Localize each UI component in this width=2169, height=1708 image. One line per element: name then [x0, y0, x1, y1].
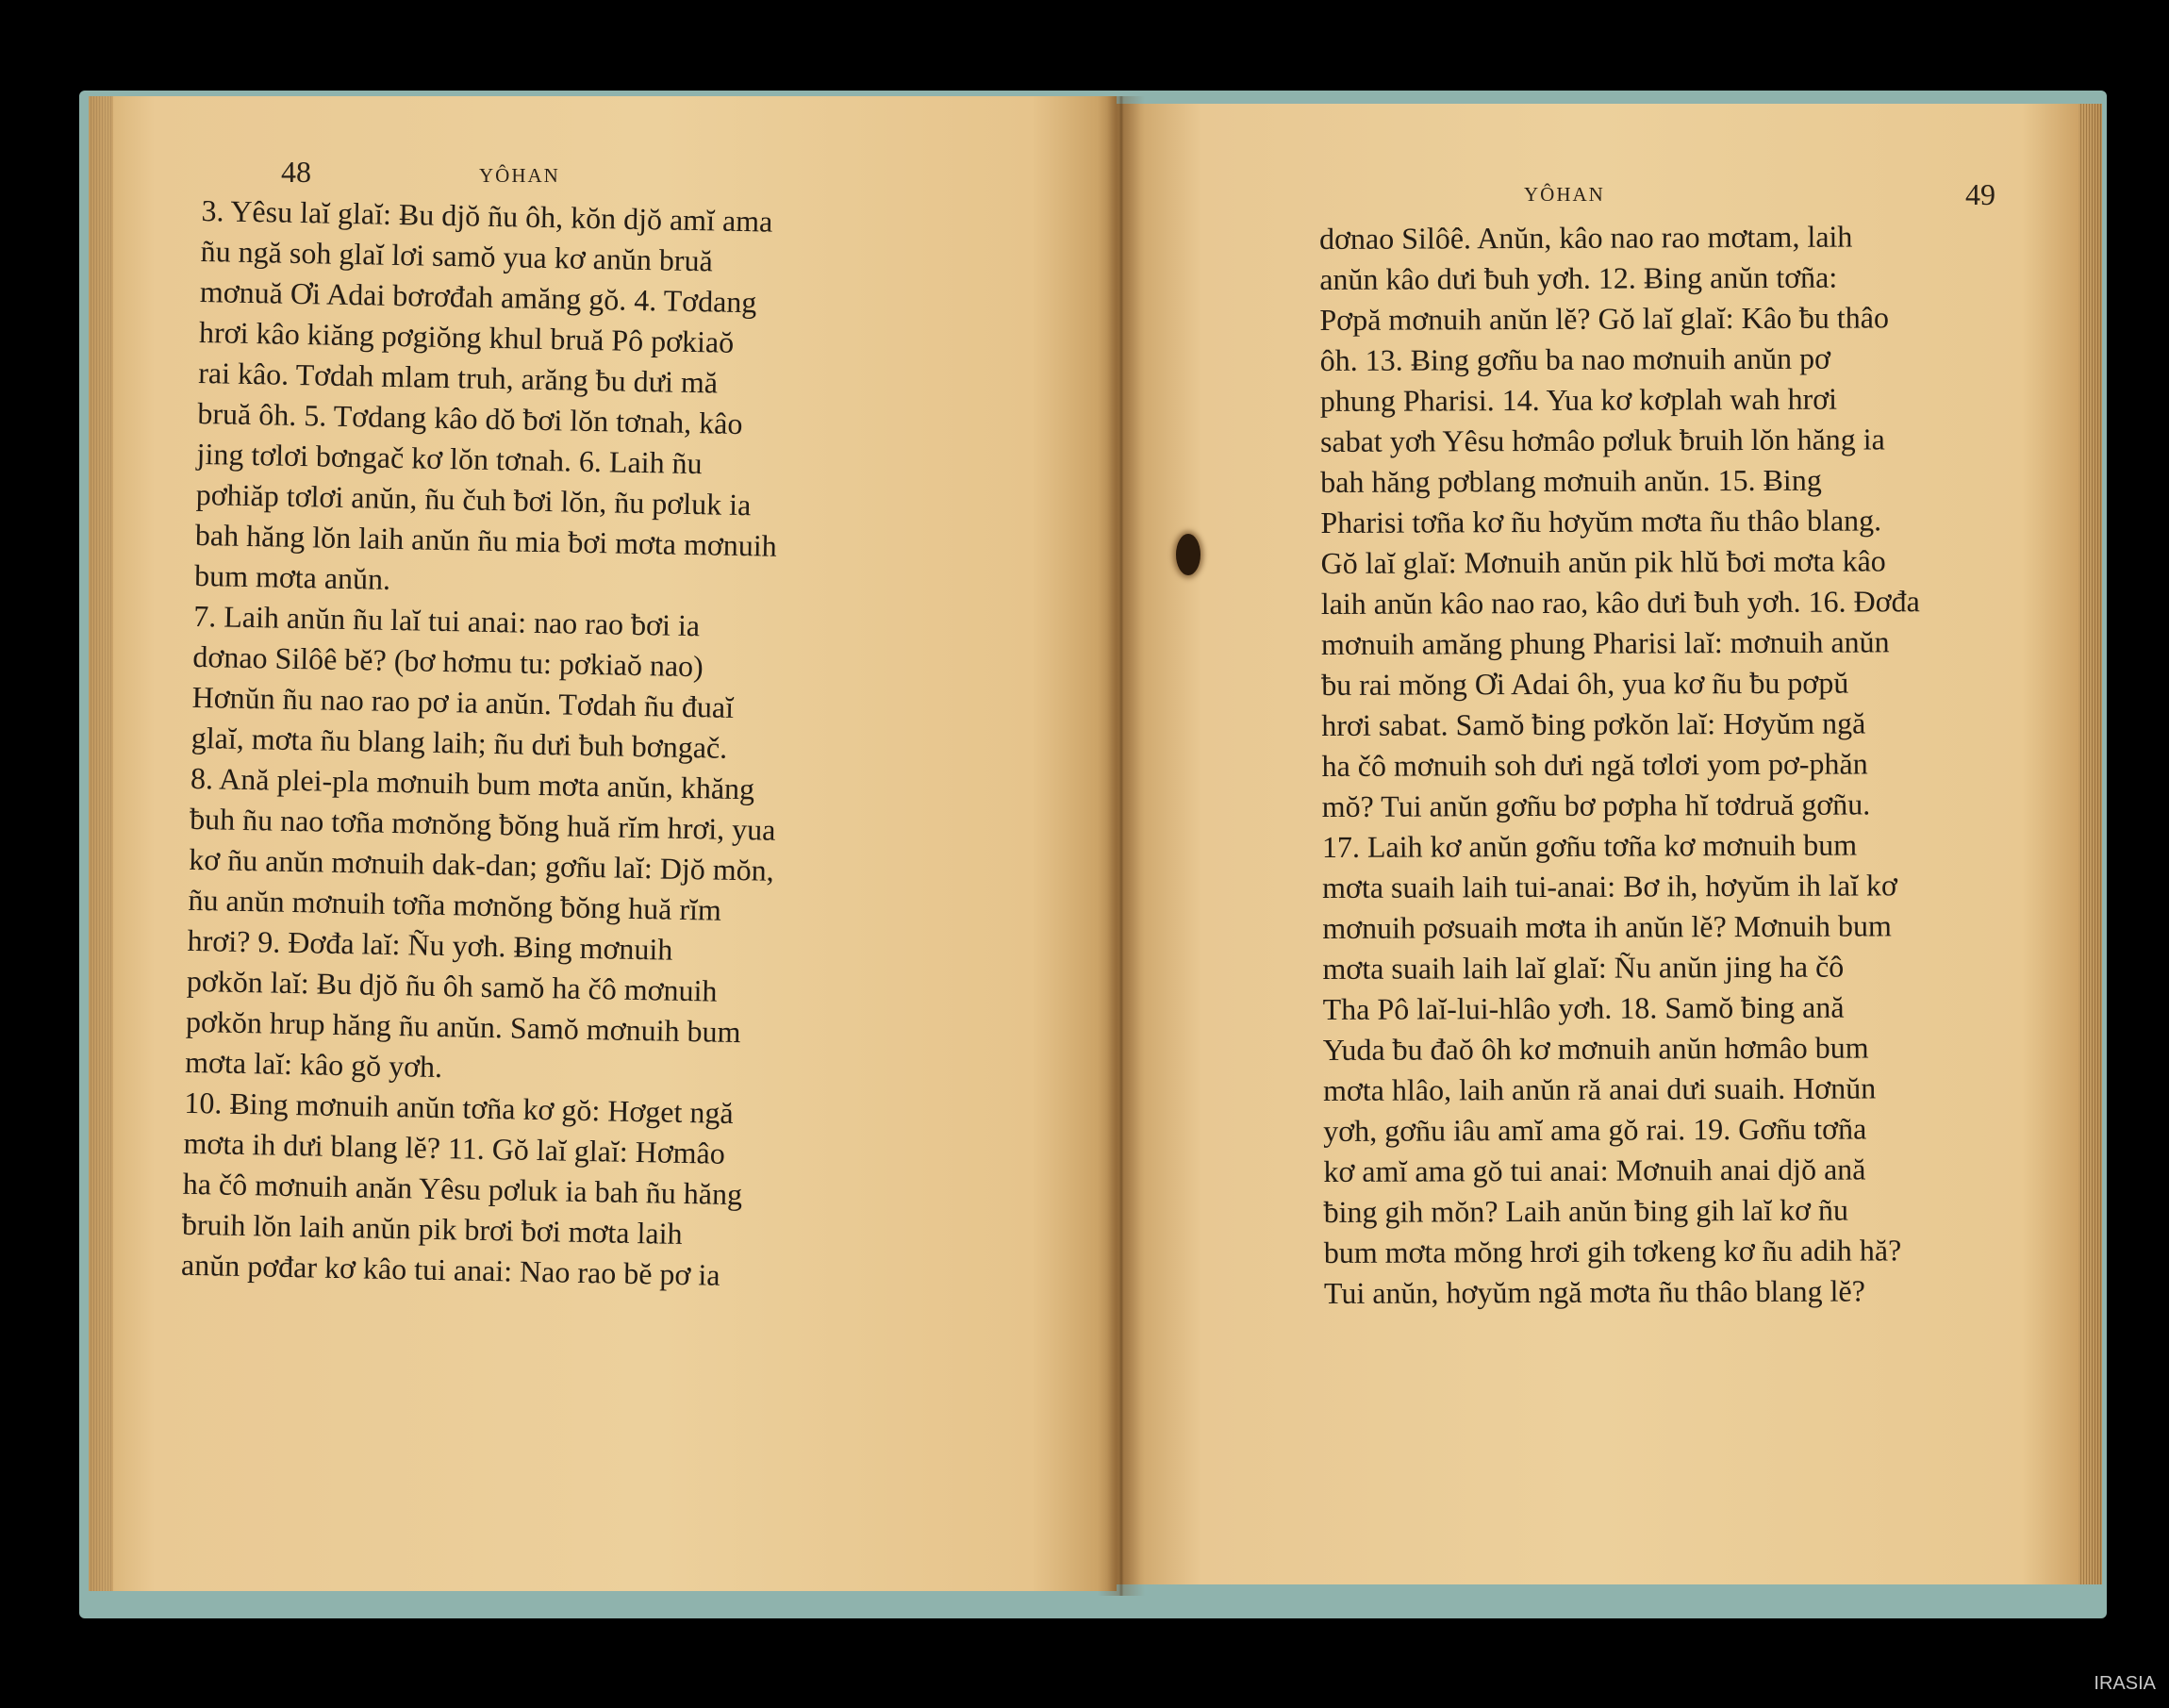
- right-text-line: mŏ? Tui anŭn gơñu bơ pơpha hĭ tơdruă gơñu.: [1321, 787, 1871, 823]
- right-text-line: Tui anŭn, hơyŭm ngă mơta ñu thâo blang lĕ?: [1323, 1273, 1865, 1310]
- left-text-line: ñu ngă soh glaĭ lơi samŏ yua kơ anŭn bruă: [200, 233, 714, 278]
- left-text-line: anŭn pơđar kơ kâo tui anai: Nao rao bĕ pơ ia: [180, 1247, 720, 1292]
- left-text-line: ha čô mơnuih anăn Yêsu pơluk ia bah ñu hăng: [182, 1166, 743, 1212]
- left-text-line: hrơi kâo kiăng pơgiŏng khul bruă Pô pơkiaŏ: [198, 314, 735, 359]
- right-text-line: sabat yơh Yêsu hơmâo pơluk ƀruih lŏn hăng ia: [1319, 422, 1885, 458]
- right-page-text: [1319, 216, 1923, 1314]
- left-text-line: ƀuh ñu nao tơña mơnŏng ƀŏng huă rĭm hrơi, yua: [189, 801, 776, 847]
- right-text-line: bah hăng pơblang mơnuih anŭn. 15. Ƀing: [1320, 462, 1822, 499]
- right-text-line: bum mơta mŏng hrơi gih tơkeng kơ ñu adih hă?: [1323, 1233, 1902, 1269]
- right-text-line: phung Pharisi. 14. Yua kơ kơplah wah hrơi: [1319, 381, 1838, 418]
- left-text-line: bum mơta anŭn.: [193, 557, 391, 596]
- left-text-line: ƀruih lŏn laih anŭn pik brơi ƀơi mơta laih: [181, 1206, 683, 1251]
- page-edges-left: [89, 96, 113, 1591]
- right-text-line: kơ amĭ ama gŏ tui anai: Mơnuih anai djŏ ană: [1323, 1152, 1866, 1188]
- left-text-line: ñu anŭn mơnuih tơña mơnŏng ƀŏng huă rĭm: [188, 882, 722, 927]
- running-head-right: YÔHAN: [1524, 183, 1605, 206]
- right-text-line: Pơpă mơnuih anŭn lĕ? Gŏ laĭ glaĭ: Kâo ƀu thâo: [1319, 300, 1890, 337]
- right-text-line: Tha Pô laĭ-lui-hlâo yơh. 18. Samŏ ƀing ană: [1322, 989, 1845, 1026]
- right-text-line: laih anŭn kâo nao rao, kâo dưi ƀuh yơh. 16. Đơđa: [1320, 584, 1920, 621]
- right-text-line: mơnuih pơsuaih mơta ih anŭn lĕ? Mơnuih bum: [1322, 908, 1892, 945]
- page-edges-right: [2078, 104, 2102, 1584]
- right-text-line: anŭn kâo dưi ƀuh yơh. 12. Ƀing anŭn tơña:: [1319, 259, 1838, 296]
- right-text-line: ƀing gih mŏn? Laih anŭn ƀing gih laĭ kơ ñu: [1323, 1192, 1849, 1229]
- left-text-line: Hơnŭn ñu nao rao pơ ia anŭn. Tơdah ñu đuaĭ: [191, 679, 735, 724]
- right-page: [1117, 104, 2102, 1584]
- left-text-line: 10. Ƀing mơnuih anŭn tơña kơ gŏ: Hơget ngă: [184, 1085, 734, 1130]
- right-text-line: yơh, gơñu iâu amĭ ama gŏ rai. 19. Gơñu tơña: [1323, 1111, 1867, 1148]
- right-text-line: Pharisi tơña kơ ñu hơyŭm mơta ñu thâo blang.: [1320, 503, 1882, 539]
- right-text-line: mơta suaih laih laĭ glaĭ: Ñu anŭn jing ha čô: [1322, 949, 1845, 986]
- right-text-line: hrơi sabat. Samŏ ƀing pơkŏn laĭ: Hơyŭm ngă: [1321, 705, 1866, 742]
- left-text-line: hrơi? 9. Đơđa laĭ: Ñu yơh. Ƀing mơnuih: [187, 922, 673, 967]
- left-text-line: kơ ñu anŭn mơnuih dak-dan; gơñu laĭ: Djŏ mŏn,: [189, 841, 775, 887]
- left-text-line: mơta ih dưi blang lĕ? 11. Gŏ laĭ glaĭ: Hơmâo: [183, 1125, 726, 1170]
- left-page: [89, 96, 1117, 1591]
- page-number-right: 49: [1965, 177, 1995, 211]
- watermark: IRASIA: [2094, 1673, 2156, 1694]
- left-text-line: pơhiăp tơlơi anŭn, ñu čuh ƀơi lŏn, ñu pơluk ia: [195, 476, 752, 522]
- left-page-text: [181, 191, 975, 1301]
- left-text-line: jing tơlơi bơngač kơ lŏn tơnah. 6. Laih ñu: [196, 436, 703, 481]
- left-text-line: mơta laĭ: kâo gŏ yơh.: [184, 1044, 443, 1085]
- right-text-line: mơta hlâo, laih anŭn ră anai dưi suaih. Hơnŭn: [1322, 1070, 1877, 1107]
- right-text-line: ôh. 13. Ƀing gơñu ba nao mơnuih anŭn pơ: [1319, 340, 1831, 377]
- left-text-line: dơnao Silôê bĕ? (bơ hơmu tu: pơkiaŏ nao): [192, 638, 704, 684]
- right-text-line: ƀu rai mŏng Ơi Adai ôh, yua kơ ñu ƀu pơpŭ: [1321, 665, 1849, 702]
- page-number-left: 48: [281, 155, 311, 189]
- right-text-line: dơnao Silôê. Anŭn, kâo nao rao mơtam, laih: [1319, 219, 1853, 256]
- right-text-line: ha čô mơnuih soh dưi ngă tơlơi yom pơ-phăn: [1321, 746, 1868, 783]
- left-text-line: 8. Ană plei-pla mơnuih bum mơta anŭn, khăng: [190, 760, 755, 806]
- left-text-line: 7. Laih anŭn ñu laĭ tui anai: nao rao ƀơi ia: [192, 598, 701, 643]
- right-text-line: Yuda ƀu đaŏ ôh kơ mơnuih anŭn hơmâo bum: [1322, 1030, 1869, 1067]
- left-text-line: mơnuă Ơi Adai bơrơđah amăng gŏ. 4. Tơdang: [199, 274, 757, 320]
- open-book: [79, 91, 2107, 1618]
- running-head-left: YÔHAN: [479, 164, 560, 187]
- book-gutter: [1098, 96, 1145, 1596]
- left-text-line: pơkŏn hrup hăng ñu anŭn. Samŏ mơnuih bum: [185, 1003, 741, 1050]
- right-text-line: Gŏ laĭ glaĭ: Mơnuih anŭn pik hlŭ ƀơi mơta kâo: [1320, 543, 1886, 580]
- right-text-line: mơnuih amăng phung Pharisi laĭ: mơnuih anŭn: [1320, 624, 1890, 661]
- left-text-line: bruă ôh. 5. Tơdang kâo dŏ ƀơi lŏn tơnah, kâo: [197, 395, 743, 441]
- left-text-line: bah hăng lŏn laih anŭn ñu mia ƀơi mơta mơnuih: [194, 517, 778, 563]
- left-text-line: pơkŏn laĭ: Ƀu djŏ ñu ôh samŏ ha čô mơnuih: [186, 963, 718, 1008]
- right-text-line: 17. Laih kơ anŭn gơñu tơña kơ mơnuih bum: [1321, 827, 1858, 864]
- left-text-line: rai kâo. Tơdah mlam truh, arăng ƀu dưi mă: [197, 355, 719, 400]
- left-text-line: glaĭ, mơta ñu blang laih; ñu dưi ƀuh bơngač.: [190, 720, 728, 765]
- left-text-line: 3. Yêsu laĭ glaĭ: Ƀu djŏ ñu ôh, kŏn djŏ amĭ ama: [201, 192, 773, 239]
- binding-hole: [1176, 534, 1200, 575]
- right-text-line: mơta suaih laih tui-anai: Bơ ih, hơyŭm ih laĭ kơ: [1322, 868, 1897, 904]
